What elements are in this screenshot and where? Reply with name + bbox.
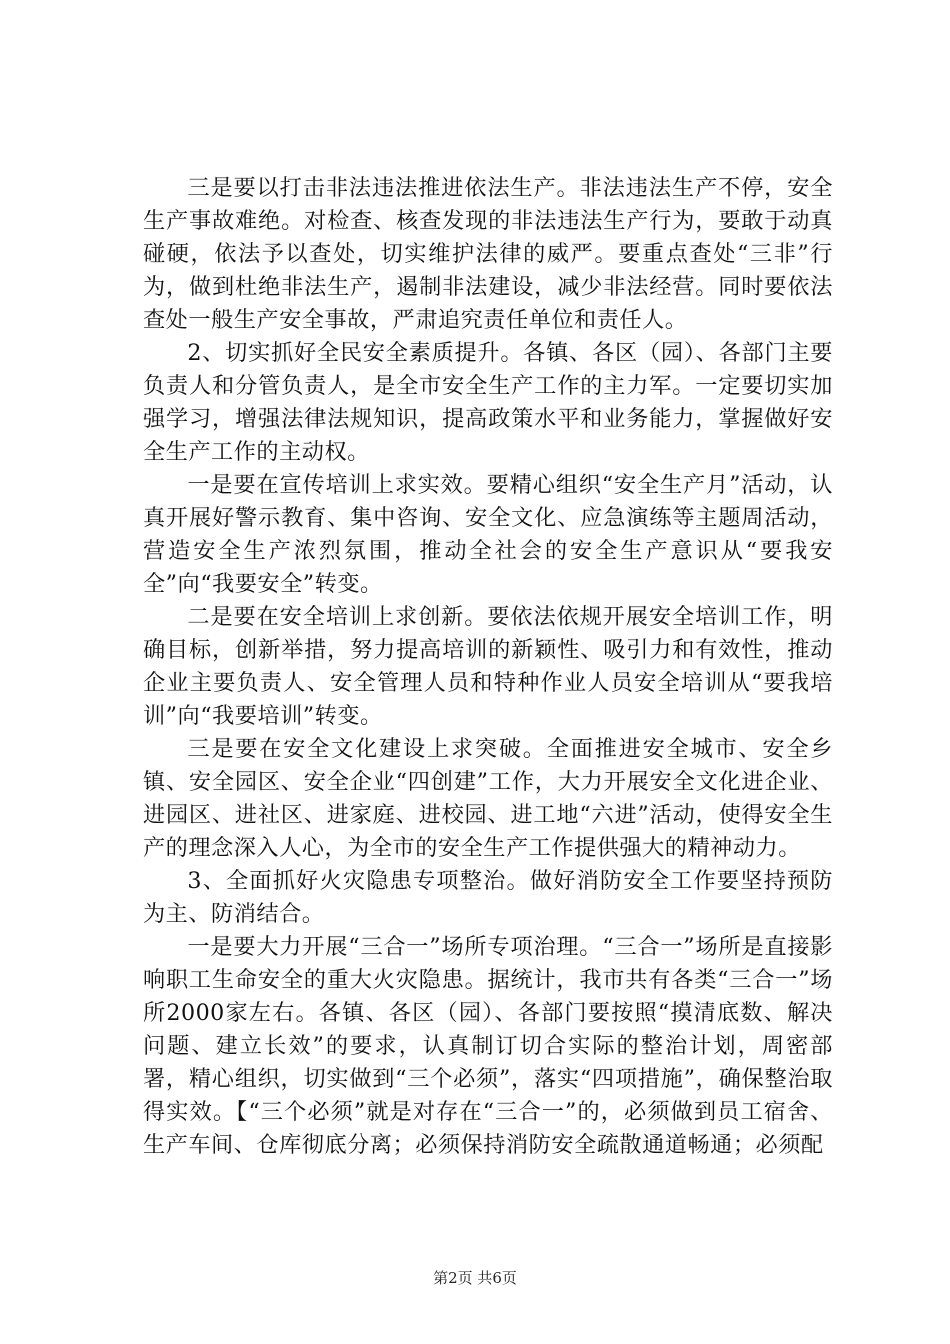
paragraph-crackdown-illegal-production: 三是要以打击非法违法推进依法生产。非法违法生产不停，安全生产事故难绝。对检查、核查发现的非法违法生产行为，要敢于动真碰硬，依法予以查处，切实维护法律的威严。要重点查处“三非”行为，做到杜绝非法生产，遏制非法建设，减少非法经营。同时要依法查处一般生产安全事故，严肃追究责任单位和责任人。	[143, 175, 833, 333]
paragraph-safety-quality: 2、切实抓好全民安全素质提升。各镇、各区（园）、各部门主要负责人和分管负责人，是全市安全生产工作的主力军。一定要切实加强学习，增强法律法规知识，提高政策水平和业务能力，掌握做好安全生产工作的主动权。	[143, 340, 833, 465]
paragraph-training-innovation: 二是要在安全培训上求创新。要依法依规开展安全培训工作，明确目标，创新举措，努力提高培训的新颖性、吸引力和有效性，推动企业主要负责人、安全管理人员和特种作业人员安全培训从“要我培训”向“我要培训”转变。	[143, 604, 833, 729]
document-body	[143, 172, 833, 1162]
page-number-footer: 第2页 共6页	[433, 1269, 517, 1287]
paragraph-fire-hazard: 3、全面抓好火灾隐患专项整治。做好消防安全工作要坚持预防为主、防消结合。	[143, 868, 833, 927]
paragraph-three-in-one: 一是要大力开展“三合一”场所专项治理。“三合一”场所是直接影响职工生命安全的重大火灾隐患。据统计，我市共有各类“三合一”场所2000家左右。各镇、各区（园）、各部门要按照“摸清底数、解决问题、建立长效”的要求，认真制订切合实际的整治计划，周密部署，精心组织，切实做到“三个必须”，落实“四项措施”，确保整治取得实效。【“三个必须”就是对存在“三合一”的，必须做到员工宿舍、生产车间、仓库彻底分离；必须保持消防安全疏散通道畅通；必须配	[143, 934, 833, 1158]
paragraph-publicity-training: 一是要在宣传培训上求实效。要精心组织“安全生产月”活动，认真开展好警示教育、集中咨询、安全文化、应急演练等主题周活动，营造安全生产浓烈氛围，推动全社会的安全生产意识从“要我安全”向“我要安全”转变。	[143, 472, 833, 597]
paragraph-safety-culture: 三是要在安全文化建设上求突破。全面推进安全城市、安全乡镇、安全园区、安全企业“四创建”工作，大力开展安全文化进企业、进园区、进社区、进家庭、进校园、进工地“六进”活动，使得安全生产的理念深入人心，为全市的安全生产工作提供强大的精神动力。	[143, 736, 833, 861]
